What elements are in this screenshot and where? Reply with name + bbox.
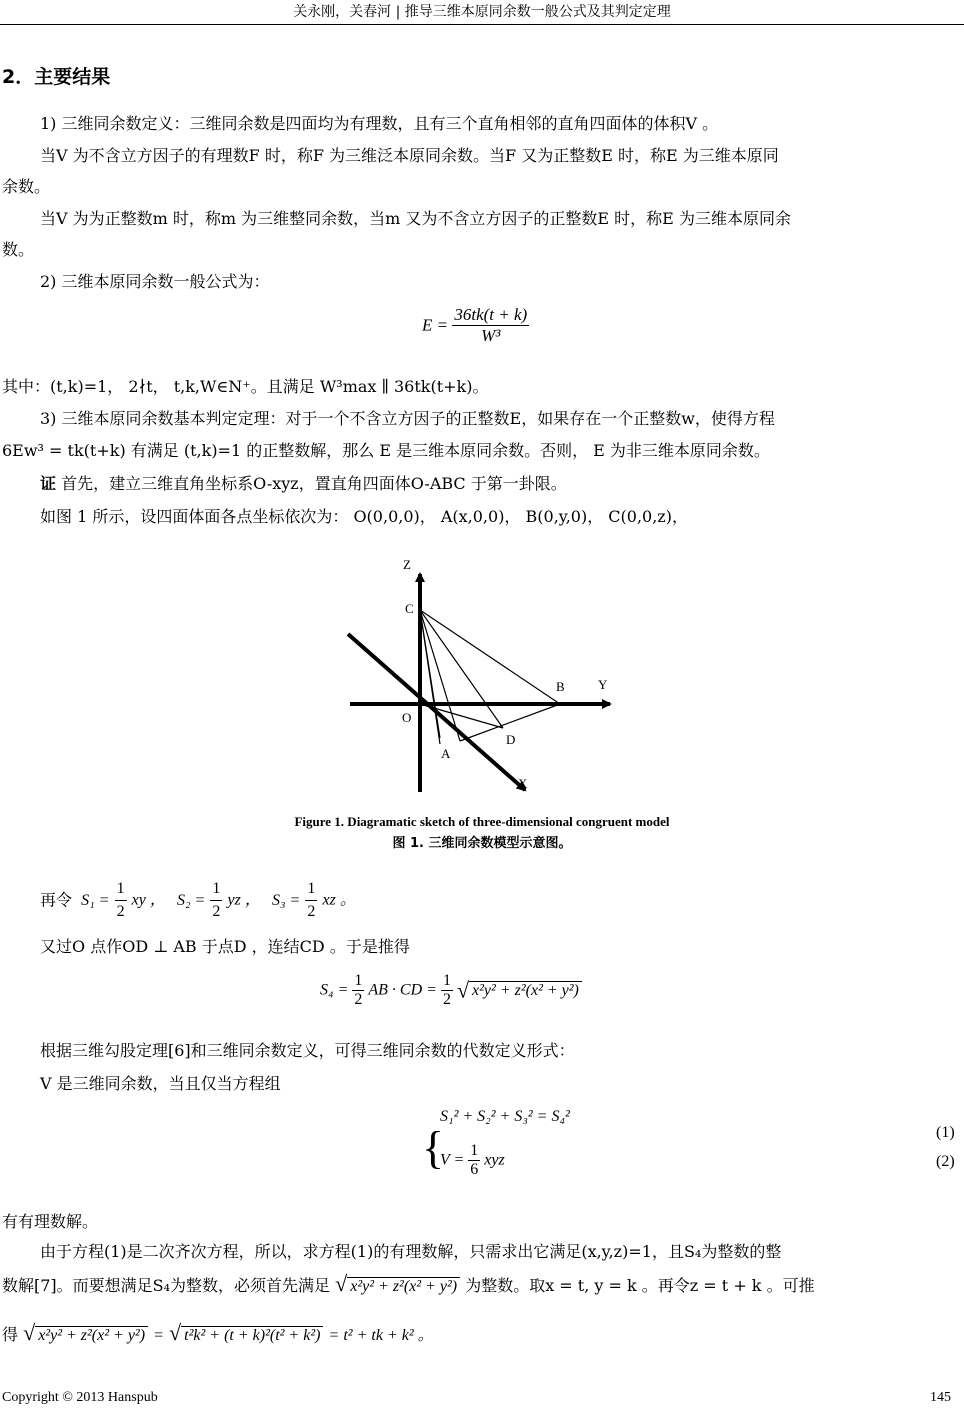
- figure-caption-en: Figure 1. Diagramatic sketch of three-dimensional congruent model: [294, 814, 670, 829]
- running-header: 关永刚，关春河 | 推导三维本原同余数一般公式及其判定定理: [293, 4, 671, 20]
- result-sqrt-sign-2: √: [169, 1320, 182, 1345]
- result-equals: =: [153, 1327, 164, 1344]
- section-title: 2．主要结果: [2, 66, 111, 88]
- paragraph-iff: V 是三维同余数，当且仅当方程组: [40, 1074, 281, 1093]
- label-D: D: [506, 732, 516, 747]
- S2-half-num: 1: [210, 878, 222, 901]
- sys2-lhs: V =: [440, 1151, 465, 1169]
- integer-text-a: 数解[7]。而要想满足S₄为整数，必须首先满足: [2, 1276, 331, 1295]
- label-C: C: [405, 601, 414, 616]
- S4-half-2-den: 2: [442, 991, 451, 1008]
- equation-number-2: (2): [936, 1153, 955, 1170]
- figure-tetrahedron: [345, 552, 625, 797]
- system-eq2: [440, 1142, 505, 1179]
- S2-half-den: 2: [212, 903, 221, 920]
- paragraph-OD: 又过O 点作OD ⊥ AB 于点D ，连结CD 。于是推得: [40, 937, 410, 956]
- sys2-den: 6: [470, 1161, 479, 1178]
- paragraph-integer: [2, 1273, 815, 1298]
- S3-tail: xz 。: [322, 891, 356, 909]
- system-brace: {: [422, 1122, 445, 1173]
- label-Z: Z: [403, 557, 411, 572]
- formula-S4: [320, 972, 582, 1009]
- figure-caption-zh: 图 1. 三维同余数模型示意图。: [392, 836, 572, 851]
- S4-half-1-den: 2: [354, 991, 363, 1008]
- paragraph-coordinates: 如图 1 所示，设四面体面各点坐标依次为： O(0,0,0)， A(x,0,0)， B(0,y,0)， C(0,0,z)，: [40, 507, 688, 526]
- sys2-tail: xyz: [484, 1151, 505, 1169]
- S1-half: [115, 878, 127, 923]
- paragraph-areas: [40, 878, 356, 923]
- S1-half-num: 1: [115, 878, 127, 901]
- paragraph-m-definition-cont: 数。: [2, 240, 35, 259]
- S2-lhs: S₂ =: [176, 891, 206, 909]
- areas-intro: 再令: [40, 890, 73, 910]
- result-sqrt-sign-1: √: [23, 1320, 36, 1345]
- sys2-frac: [468, 1142, 480, 1179]
- S1-lhs: S₁ =: [81, 891, 110, 909]
- formula-E-numerator: 36tk(t + k): [454, 305, 528, 324]
- paragraph-definition: 1) 三维同余数定义：三维同余数是四面均为有理数，且有三个直角相邻的直角四面体的体积V 。: [40, 114, 719, 133]
- label-B: B: [556, 679, 565, 694]
- S4-mid: AB · CD =: [368, 981, 437, 999]
- paragraph-theorem: 3) 三维本原同余数基本判定定理：对于一个不含立方因子的正整数E，如果存在一个正整数w，使得方程: [40, 409, 775, 428]
- formula-E-denominator: W³: [481, 326, 501, 345]
- footer-copyright: Copyright © 2013 Hanspub: [2, 1390, 158, 1405]
- paragraph-theorem-cont: 6Ew³ = tk(t+k) 有满足 (t,k)=1 的正整数解，那么 E 是三维本原同余数。否则， E 为非三维本原同余数。: [2, 441, 770, 460]
- S3-half: [305, 878, 317, 923]
- S4-half-2: [441, 972, 453, 1009]
- inline-sqrt-sign: √: [335, 1271, 348, 1296]
- formula-E: [422, 305, 529, 346]
- formula-E-lhs: E =: [422, 315, 449, 335]
- sys2-num: 1: [470, 1142, 479, 1159]
- result-radicand-2: t²k² + (t + k)²(t² + k²): [181, 1326, 323, 1344]
- S2-tail: yz ，: [227, 891, 261, 909]
- label-A: A: [441, 746, 451, 761]
- paragraph-result: [2, 1322, 434, 1347]
- S1-tail: xy ，: [131, 891, 166, 909]
- paragraph-homogeneous: 由于方程(1)是二次齐次方程，所以，求方程(1)的有理数解，只需求出它满足(x,y,z)=1，且S₄为整数的整: [40, 1242, 782, 1261]
- paragraph-F-definition: 当V 为不含立方因子的有理数F 时，称F 为三维泛本原同余数。当F 又为正整数E 时，称E 为三维本原同: [40, 146, 779, 165]
- result-final: = t² + tk + k² 。: [328, 1327, 434, 1344]
- integer-text-b: 为整数。取x = t, y = k 。再令z = t + k 。可推: [465, 1276, 815, 1295]
- header-rule: [0, 24, 964, 25]
- paragraph-general-formula: 2) 三维本原同余数一般公式为：: [40, 272, 270, 291]
- footer-page-number: 145: [930, 1390, 951, 1405]
- equation-number-1: (1): [936, 1124, 955, 1141]
- inline-radicand: x²y² + z²(x² + y²): [347, 1277, 460, 1295]
- result-radicand-1: x²y² + z²(x² + y²): [35, 1326, 148, 1344]
- S3-half-num: 1: [305, 878, 317, 901]
- S3-lhs: S₃ =: [271, 891, 301, 909]
- edge-C-inner2: [420, 610, 440, 744]
- paragraph-m-definition: 当V 为为正整数m 时，称m 为三维整同余数，当m 又为不含立方因子的正整数E 时，称E 为三维本原同余: [40, 209, 791, 228]
- edge-CA: [420, 610, 460, 741]
- S4-half-2-num: 1: [442, 972, 451, 989]
- paragraph-proof: [40, 473, 567, 495]
- paragraph-rational: 有有理数解。: [2, 1212, 99, 1231]
- label-O: O: [402, 710, 412, 725]
- result-lead: 得: [2, 1325, 19, 1344]
- paragraph-pythagoras: 根据三维勾股定理[6]和三维同余数定义，可得三维同余数的代数定义形式：: [40, 1041, 575, 1060]
- S4-radicand: x²y² + z²(x² + y²): [469, 981, 582, 999]
- S1-half-den: 2: [116, 903, 125, 920]
- S4-sqrt-sign: √: [456, 977, 470, 1003]
- paragraph-F-definition-cont: 余数。: [2, 177, 51, 196]
- label-X: X: [518, 776, 528, 791]
- label-Y: Y: [598, 677, 608, 692]
- S2-half: [210, 878, 222, 923]
- edge-OD: [420, 704, 503, 728]
- formula-E-fraction: [452, 305, 529, 346]
- S4-half-1-num: 1: [354, 972, 363, 989]
- system-eq1: S₁² + S₂² + S₃² = S₄²: [440, 1108, 570, 1125]
- proof-label: 证: [40, 474, 57, 493]
- edge-CB: [420, 610, 560, 704]
- paragraph-conditions: 其中：(t,k)=1， 2∤t， t,k,W∈N⁺。且满足 W³max ∥ 36tk(t+k)。: [2, 377, 489, 396]
- S4-lhs: S₄ =: [320, 981, 349, 999]
- S3-half-den: 2: [307, 903, 316, 920]
- proof-text: 首先，建立三维直角坐标系O-xyz，置直角四面体O-ABC 于第一卦限。: [61, 474, 567, 493]
- S4-half-1: [352, 972, 364, 1009]
